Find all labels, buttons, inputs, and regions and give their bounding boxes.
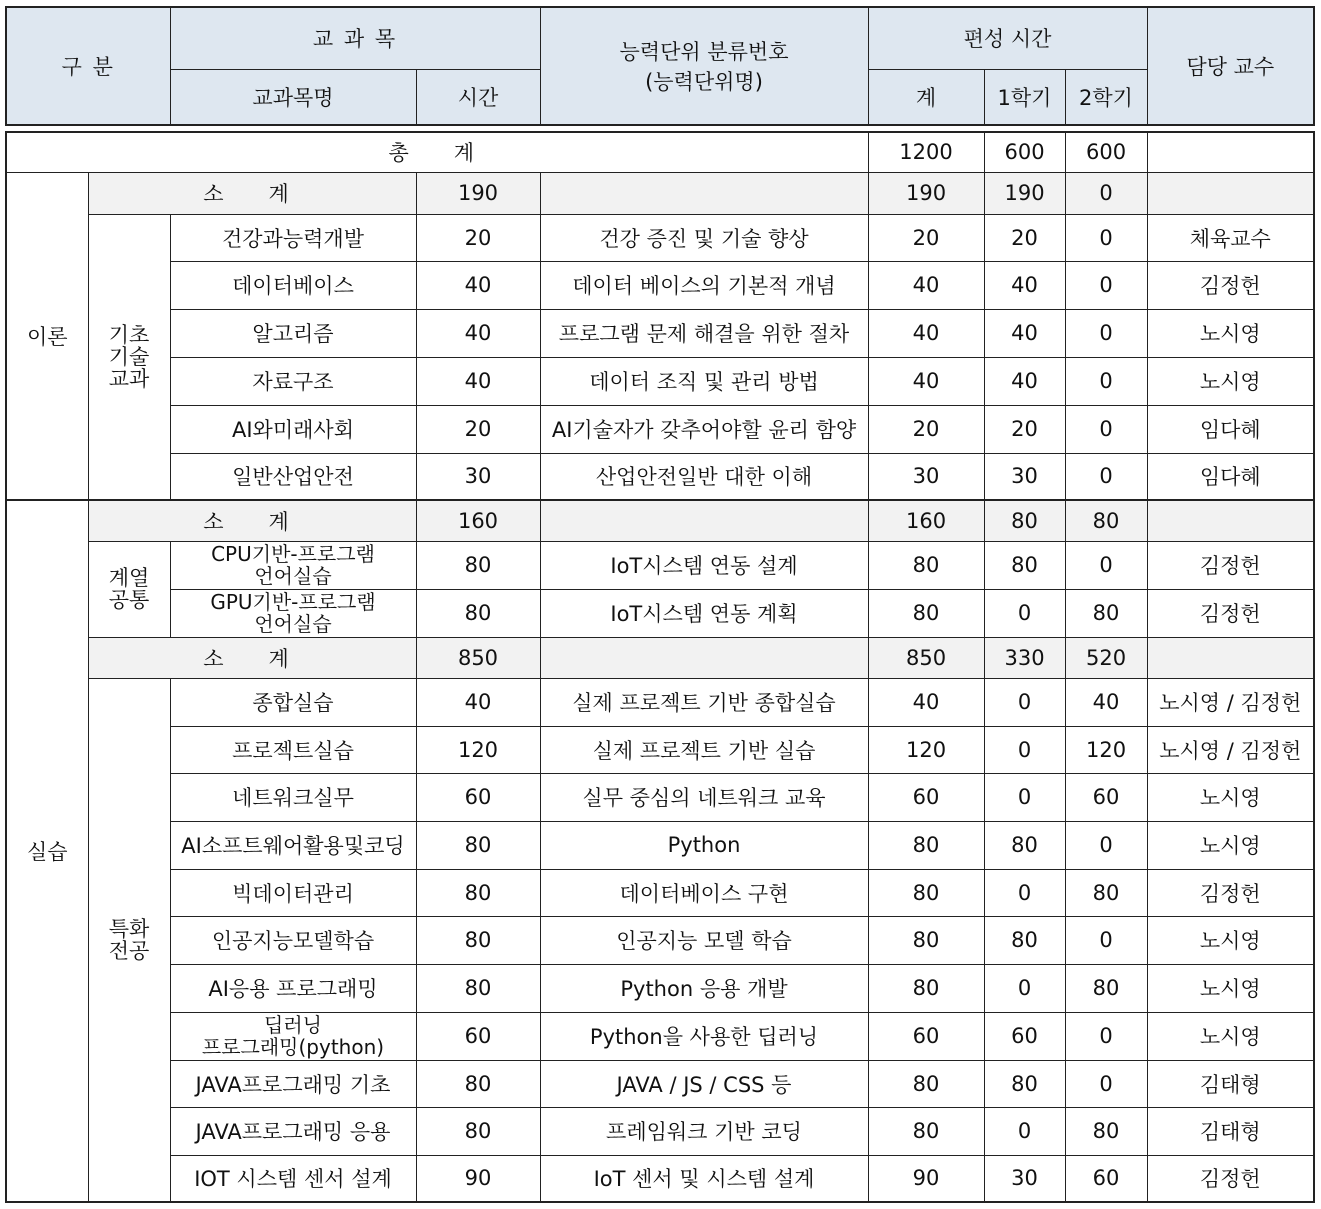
course-unit: 산업안전일반 대한 이해 bbox=[540, 453, 868, 500]
course-prof: 김정헌 bbox=[1147, 589, 1314, 637]
course-unit: 인공지능 모델 학습 bbox=[540, 916, 868, 964]
course-sem1: 40 bbox=[984, 357, 1065, 405]
course-hours: 80 bbox=[416, 821, 540, 869]
course-prof: 노시영 bbox=[1147, 1012, 1314, 1060]
grand-total-total: 1200 bbox=[868, 132, 984, 172]
course-hours: 40 bbox=[416, 309, 540, 357]
theory-group-label bbox=[88, 214, 170, 500]
course-sem1: 0 bbox=[984, 589, 1065, 637]
subtotal-label: 소 계 bbox=[88, 500, 416, 541]
course-name bbox=[170, 589, 416, 637]
table-row bbox=[6, 1012, 1314, 1060]
course-unit: Python을 사용한 딥러닝 bbox=[540, 1012, 868, 1060]
table-row bbox=[6, 916, 1314, 964]
course-sem2: 0 bbox=[1065, 453, 1147, 500]
course-sem2: 0 bbox=[1065, 541, 1147, 589]
subtotal-hours: 850 bbox=[416, 637, 540, 678]
table-row bbox=[6, 453, 1314, 500]
subtotal-label: 소 계 bbox=[88, 637, 416, 678]
course-unit: 건강 증진 및 기술 향상 bbox=[540, 214, 868, 261]
header-unit-code-line2: (능력단위명) bbox=[645, 70, 763, 94]
grand-total-row bbox=[6, 132, 1314, 172]
course-sem1: 30 bbox=[984, 1155, 1065, 1202]
curriculum-body bbox=[5, 131, 1315, 1203]
course-sem2: 0 bbox=[1065, 309, 1147, 357]
course-unit: 데이터 베이스의 기본적 개념 bbox=[540, 261, 868, 309]
course-name: AI소프트웨어활용및코딩 bbox=[170, 821, 416, 869]
course-unit: Python 응용 개발 bbox=[540, 964, 868, 1012]
course-unit: 데이터 조직 및 관리 방법 bbox=[540, 357, 868, 405]
course-prof: 김정헌 bbox=[1147, 1155, 1314, 1202]
header-sem1: 1학기 bbox=[984, 69, 1065, 125]
course-name bbox=[170, 1012, 416, 1060]
course-sem2: 80 bbox=[1065, 589, 1147, 637]
table-row bbox=[6, 869, 1314, 916]
header-hours: 시간 bbox=[416, 69, 540, 125]
course-sem2: 80 bbox=[1065, 1107, 1147, 1155]
theory-subtotal-row bbox=[6, 172, 1314, 214]
course-prof: 노시영 / 김정헌 bbox=[1147, 726, 1314, 773]
course-prof: 김정헌 bbox=[1147, 541, 1314, 589]
course-prof: 노시영 bbox=[1147, 821, 1314, 869]
grand-total-sem2: 600 bbox=[1065, 132, 1147, 172]
table-row bbox=[6, 773, 1314, 821]
course-sem2: 80 bbox=[1065, 964, 1147, 1012]
course-sem2: 0 bbox=[1065, 1012, 1147, 1060]
course-total: 20 bbox=[868, 405, 984, 453]
course-name: 건강과능력개발 bbox=[170, 214, 416, 261]
course-total: 80 bbox=[868, 589, 984, 637]
course-total: 40 bbox=[868, 678, 984, 726]
subtotal-prof bbox=[1147, 500, 1314, 541]
course-hours: 60 bbox=[416, 773, 540, 821]
course-prof: 노시영 bbox=[1147, 773, 1314, 821]
course-sem2: 0 bbox=[1065, 261, 1147, 309]
course-sem1: 0 bbox=[984, 678, 1065, 726]
subtotal-unit bbox=[540, 172, 868, 214]
course-hours: 40 bbox=[416, 678, 540, 726]
course-unit: IoT시스템 연동 계획 bbox=[540, 589, 868, 637]
subtotal-unit bbox=[540, 637, 868, 678]
course-hours: 80 bbox=[416, 1060, 540, 1107]
course-prof: 노시영 / 김정헌 bbox=[1147, 678, 1314, 726]
course-name-line1: GPU기반-프로그램 bbox=[210, 590, 376, 614]
course-unit: IoT시스템 연동 설계 bbox=[540, 541, 868, 589]
course-hours: 20 bbox=[416, 405, 540, 453]
header-subject-group: 교 과 목 bbox=[170, 7, 540, 69]
subtotal-sem2: 520 bbox=[1065, 637, 1147, 678]
header-category: 구 분 bbox=[6, 7, 170, 125]
course-sem2: 120 bbox=[1065, 726, 1147, 773]
course-sem1: 80 bbox=[984, 821, 1065, 869]
table-row bbox=[6, 726, 1314, 773]
header-professor: 담당 교수 bbox=[1147, 7, 1314, 125]
course-sem1: 40 bbox=[984, 309, 1065, 357]
major-group-label bbox=[88, 678, 170, 1202]
table-row bbox=[6, 1060, 1314, 1107]
course-sem1: 0 bbox=[984, 1107, 1065, 1155]
practice-label: 실습 bbox=[6, 500, 88, 1202]
grand-total-sem1: 600 bbox=[984, 132, 1065, 172]
course-sem2: 60 bbox=[1065, 773, 1147, 821]
table-row bbox=[6, 541, 1314, 589]
course-prof: 노시영 bbox=[1147, 964, 1314, 1012]
course-prof: 임다혜 bbox=[1147, 405, 1314, 453]
table-row bbox=[6, 357, 1314, 405]
table-row bbox=[6, 964, 1314, 1012]
course-hours: 40 bbox=[416, 357, 540, 405]
course-sem1: 80 bbox=[984, 1060, 1065, 1107]
course-hours: 80 bbox=[416, 869, 540, 916]
course-total: 80 bbox=[868, 821, 984, 869]
subtotal-hours: 160 bbox=[416, 500, 540, 541]
course-name: 알고리즘 bbox=[170, 309, 416, 357]
course-sem1: 80 bbox=[984, 541, 1065, 589]
course-sem2: 0 bbox=[1065, 405, 1147, 453]
course-prof: 김태형 bbox=[1147, 1107, 1314, 1155]
table-row bbox=[6, 1155, 1314, 1202]
table-row bbox=[6, 589, 1314, 637]
course-name: 인공지능모델학습 bbox=[170, 916, 416, 964]
table-row bbox=[6, 261, 1314, 309]
course-unit: 실제 프로젝트 기반 종합실습 bbox=[540, 678, 868, 726]
course-name: 일반산업안전 bbox=[170, 453, 416, 500]
course-sem1: 30 bbox=[984, 453, 1065, 500]
course-hours: 80 bbox=[416, 964, 540, 1012]
group-label-text: 기초 기술 교과 bbox=[108, 322, 150, 391]
course-prof: 김정헌 bbox=[1147, 869, 1314, 916]
course-total: 60 bbox=[868, 1012, 984, 1060]
course-total: 80 bbox=[868, 869, 984, 916]
course-total: 20 bbox=[868, 214, 984, 261]
subtotal-sem1: 190 bbox=[984, 172, 1065, 214]
course-total: 40 bbox=[868, 261, 984, 309]
course-unit: 실무 중심의 네트워크 교육 bbox=[540, 773, 868, 821]
header-subject-name: 교과목명 bbox=[170, 69, 416, 125]
course-hours: 80 bbox=[416, 1107, 540, 1155]
course-total: 40 bbox=[868, 309, 984, 357]
grand-total-label: 총 계 bbox=[6, 132, 868, 172]
theory-label: 이론 bbox=[6, 172, 88, 500]
course-total: 30 bbox=[868, 453, 984, 500]
course-sem1: 0 bbox=[984, 726, 1065, 773]
course-name: 빅데이터관리 bbox=[170, 869, 416, 916]
course-total: 80 bbox=[868, 541, 984, 589]
course-sem2: 60 bbox=[1065, 1155, 1147, 1202]
course-prof: 노시영 bbox=[1147, 309, 1314, 357]
course-unit: 실제 프로젝트 기반 실습 bbox=[540, 726, 868, 773]
major-subtotal-row bbox=[6, 637, 1314, 678]
course-total: 80 bbox=[868, 964, 984, 1012]
course-name: AI응용 프로그래밍 bbox=[170, 964, 416, 1012]
common-subtotal-row bbox=[6, 500, 1314, 541]
subtotal-total: 160 bbox=[868, 500, 984, 541]
course-hours: 40 bbox=[416, 261, 540, 309]
course-sem2: 0 bbox=[1065, 821, 1147, 869]
header-schedule: 편성 시간 bbox=[868, 7, 1147, 69]
course-sem2: 80 bbox=[1065, 869, 1147, 916]
course-prof: 김태형 bbox=[1147, 1060, 1314, 1107]
course-unit: JAVA / JS / CSS 등 bbox=[540, 1060, 868, 1107]
course-unit: IoT 센서 및 시스템 설계 bbox=[540, 1155, 868, 1202]
course-name-line2: 언어실습 bbox=[254, 612, 332, 636]
course-unit: 프로그램 문제 해결을 위한 절차 bbox=[540, 309, 868, 357]
subtotal-prof bbox=[1147, 637, 1314, 678]
course-name: 프로젝트실습 bbox=[170, 726, 416, 773]
course-sem1: 0 bbox=[984, 964, 1065, 1012]
course-name bbox=[170, 541, 416, 589]
course-sem1: 40 bbox=[984, 261, 1065, 309]
course-sem1: 60 bbox=[984, 1012, 1065, 1060]
group-label-text: 특화 전공 bbox=[108, 916, 150, 963]
course-name-line2: 언어실습 bbox=[254, 564, 332, 588]
course-name: 데이터베이스 bbox=[170, 261, 416, 309]
subtotal-sem1: 80 bbox=[984, 500, 1065, 541]
subtotal-sem2: 80 bbox=[1065, 500, 1147, 541]
course-sem1: 0 bbox=[984, 869, 1065, 916]
course-sem2: 0 bbox=[1065, 214, 1147, 261]
subtotal-total: 190 bbox=[868, 172, 984, 214]
course-name: 종합실습 bbox=[170, 678, 416, 726]
course-name-text: 딥러닝 프로그래밍(python) bbox=[201, 1013, 385, 1059]
course-name: IOT 시스템 센서 설계 bbox=[170, 1155, 416, 1202]
table-row bbox=[6, 821, 1314, 869]
course-prof: 노시영 bbox=[1147, 916, 1314, 964]
curriculum-header bbox=[5, 6, 1315, 126]
header-unit-code-line1: 능력단위 분류번호 bbox=[619, 40, 789, 64]
course-name: JAVA프로그래밍 응용 bbox=[170, 1107, 416, 1155]
course-prof: 체육교수 bbox=[1147, 214, 1314, 261]
course-prof: 노시영 bbox=[1147, 357, 1314, 405]
table-row bbox=[6, 678, 1314, 726]
course-total: 40 bbox=[868, 357, 984, 405]
subtotal-total: 850 bbox=[868, 637, 984, 678]
grand-total-prof bbox=[1147, 132, 1314, 172]
course-prof: 김정헌 bbox=[1147, 261, 1314, 309]
table-row bbox=[6, 309, 1314, 357]
course-unit: Python bbox=[540, 821, 868, 869]
course-name: JAVA프로그래밍 기초 bbox=[170, 1060, 416, 1107]
header-total: 계 bbox=[868, 69, 984, 125]
course-hours: 120 bbox=[416, 726, 540, 773]
course-total: 80 bbox=[868, 1060, 984, 1107]
course-name: 자료구조 bbox=[170, 357, 416, 405]
subtotal-sem2: 0 bbox=[1065, 172, 1147, 214]
subtotal-sem1: 330 bbox=[984, 637, 1065, 678]
course-sem1: 20 bbox=[984, 405, 1065, 453]
subtotal-label: 소 계 bbox=[88, 172, 416, 214]
course-sem1: 80 bbox=[984, 916, 1065, 964]
course-sem2: 0 bbox=[1065, 916, 1147, 964]
course-sem1: 0 bbox=[984, 773, 1065, 821]
course-name: 네트워크실무 bbox=[170, 773, 416, 821]
table-row bbox=[6, 1107, 1314, 1155]
course-hours: 30 bbox=[416, 453, 540, 500]
course-total: 120 bbox=[868, 726, 984, 773]
course-total: 80 bbox=[868, 1107, 984, 1155]
subtotal-hours: 190 bbox=[416, 172, 540, 214]
course-total: 90 bbox=[868, 1155, 984, 1202]
course-unit: 데이터베이스 구현 bbox=[540, 869, 868, 916]
course-hours: 80 bbox=[416, 541, 540, 589]
course-sem2: 0 bbox=[1065, 357, 1147, 405]
course-hours: 20 bbox=[416, 214, 540, 261]
course-hours: 80 bbox=[416, 589, 540, 637]
course-hours: 90 bbox=[416, 1155, 540, 1202]
common-group-label bbox=[88, 541, 170, 637]
course-sem2: 40 bbox=[1065, 678, 1147, 726]
course-unit: 프레임워크 기반 코딩 bbox=[540, 1107, 868, 1155]
course-hours: 80 bbox=[416, 916, 540, 964]
course-prof: 임다혜 bbox=[1147, 453, 1314, 500]
subtotal-unit bbox=[540, 500, 868, 541]
course-sem1: 20 bbox=[984, 214, 1065, 261]
group-label-text: 계열 공통 bbox=[108, 566, 150, 612]
table-row bbox=[6, 214, 1314, 261]
course-total: 80 bbox=[868, 916, 984, 964]
header-unit-code bbox=[540, 7, 868, 125]
header-sem2: 2학기 bbox=[1065, 69, 1147, 125]
course-hours: 60 bbox=[416, 1012, 540, 1060]
course-name: AI와미래사회 bbox=[170, 405, 416, 453]
course-total: 60 bbox=[868, 773, 984, 821]
table-row bbox=[6, 405, 1314, 453]
course-name-line1: CPU기반-프로그램 bbox=[211, 542, 375, 566]
course-unit: AI기술자가 갖추어야할 윤리 함양 bbox=[540, 405, 868, 453]
course-sem2: 0 bbox=[1065, 1060, 1147, 1107]
subtotal-prof bbox=[1147, 172, 1314, 214]
